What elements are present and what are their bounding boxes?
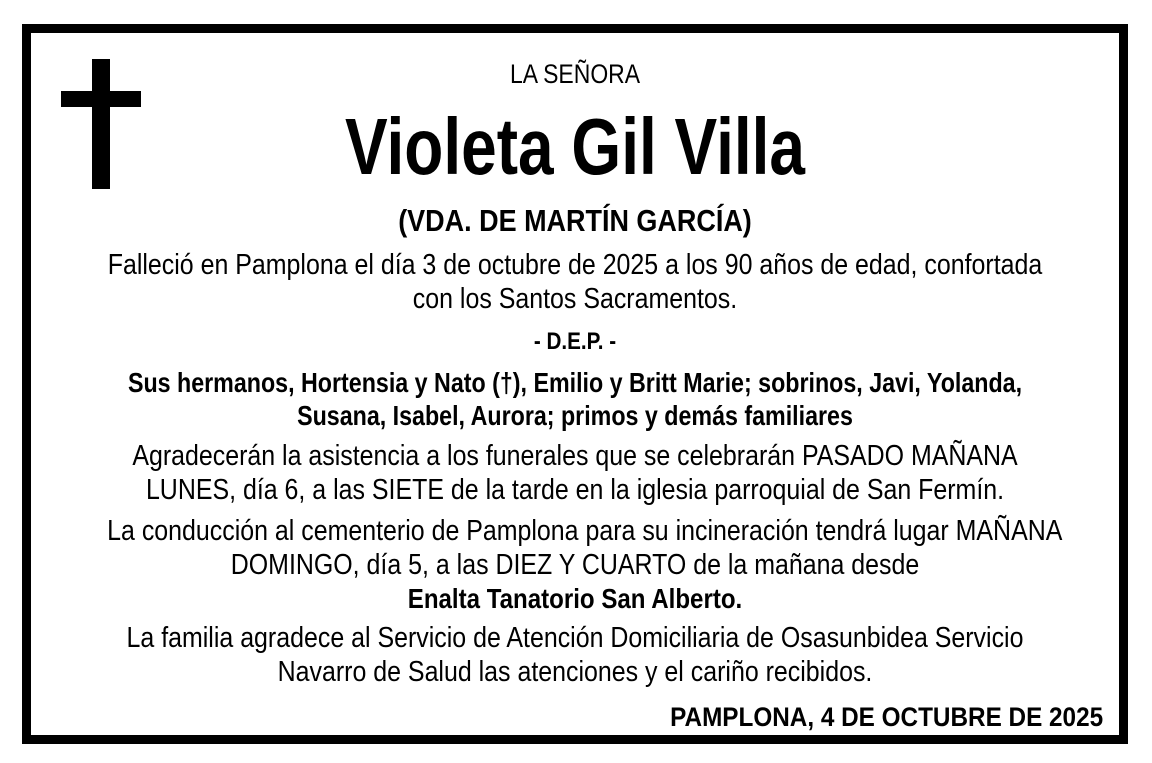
cross-vertical-bar: [92, 59, 110, 189]
thanks-line-2: Navarro de Salud las atenciones y el cariño recibidos.: [277, 656, 873, 688]
funeral-line-1: Agradecerán la asistencia a los funerales que se celebrarán PASADO MAÑANA: [132, 440, 1018, 472]
rip-label: - D.E.P. -: [533, 328, 617, 355]
widow-of: (VDA. DE MARTÍN GARCÍA): [398, 203, 752, 238]
death-text-line-1: Falleció en Pamplona el día 3 de octubre de 2025 a los 90 años de edad, confortada: [107, 249, 1043, 281]
conduction-venue: Enalta Tanatorio San Alberto.: [407, 583, 743, 614]
honorific-title: LA SEÑORA: [509, 59, 641, 89]
family-line-1: Sus hermanos, Hortensia y Nato (†), Emilio y Britt Marie; sobrinos, Javi, Yolanda,: [127, 367, 1023, 398]
cross-horizontal-bar: [61, 91, 141, 107]
conduction-line-2: DOMINGO, día 5, a las DIEZ Y CUARTO de la mañana desde: [230, 549, 920, 581]
obituary-notice: [22, 24, 1128, 744]
thanks-line-1: La familia agradece al Servicio de Atención Domiciliaria de Osasunbidea Servicio: [126, 622, 1024, 654]
funeral-line-2: LUNES, día 6, a las SIETE de la tarde en la iglesia parroquial de San Fermín.: [145, 474, 1005, 506]
deceased-name: Violeta Gil Villa: [344, 102, 806, 191]
place-and-date: PAMPLONA, 4 DE OCTUBRE DE 2025: [670, 702, 1103, 732]
conduction-line-1: La conducción al cementerio de Pamplona para su incineración tendrá lugar MAÑANA: [107, 515, 1063, 547]
death-text-line-2: con los Santos Sacramentos.: [412, 283, 738, 315]
family-line-2: Susana, Isabel, Aurora; primos y demás familiares: [297, 400, 853, 431]
